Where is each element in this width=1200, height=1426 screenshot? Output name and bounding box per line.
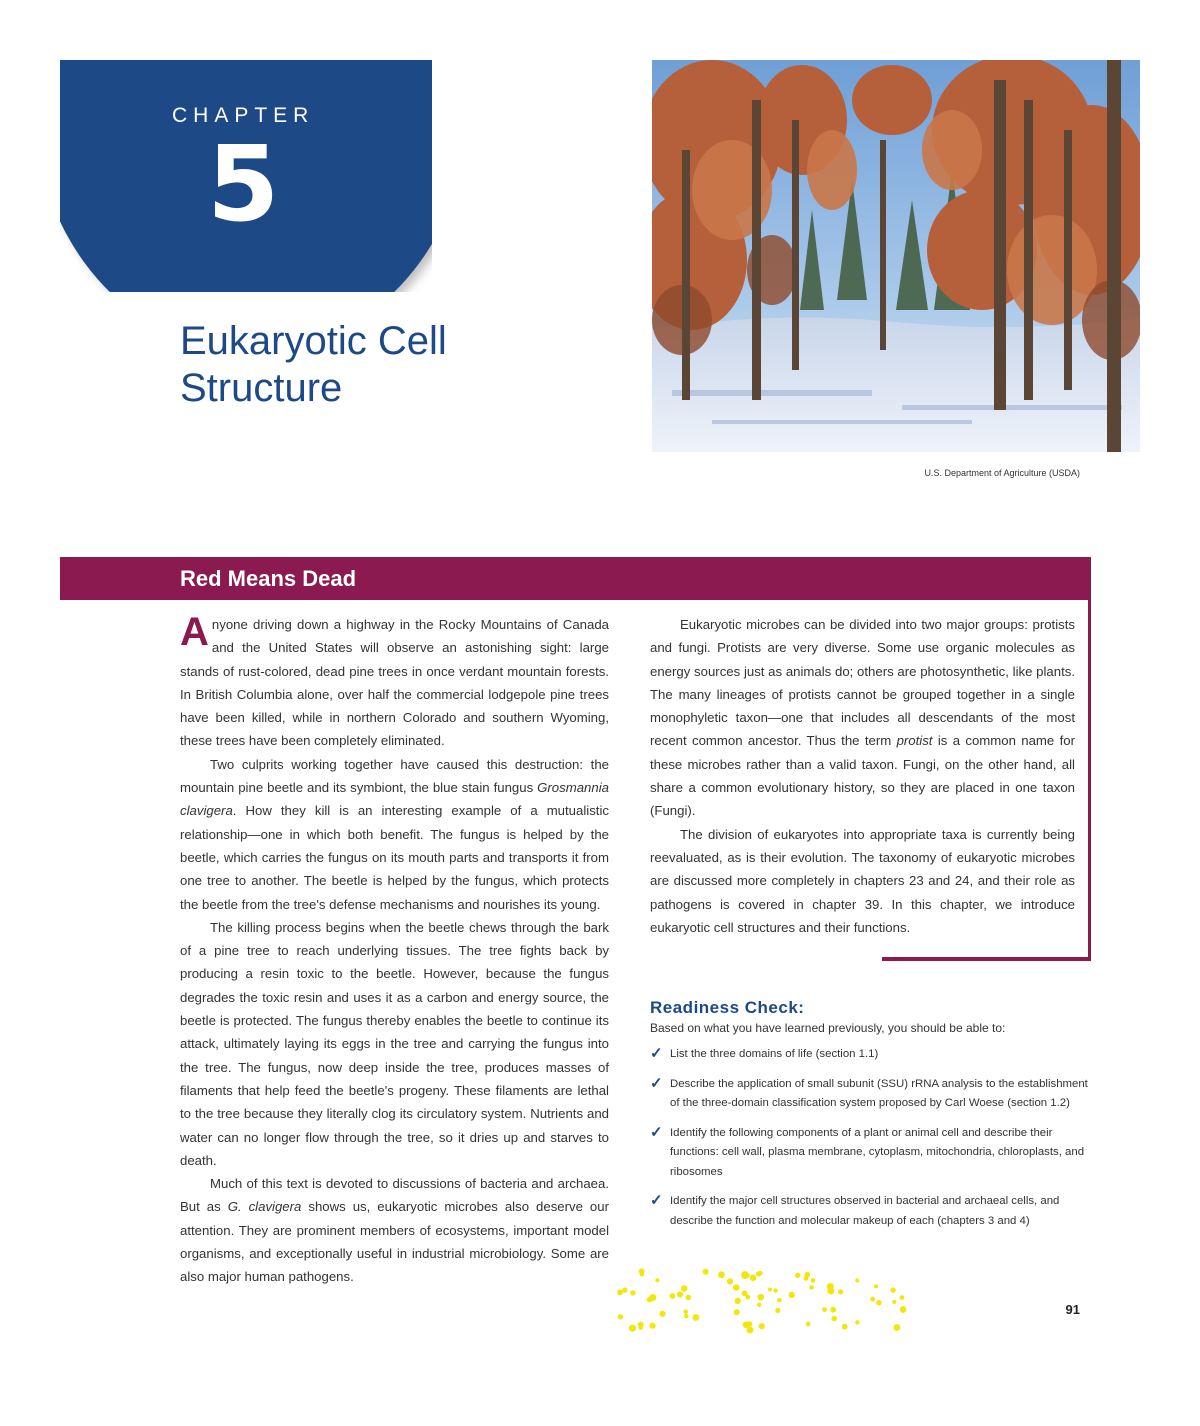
yellow-dot — [639, 1325, 644, 1330]
yellow-dot — [775, 1308, 780, 1313]
check-icon: ✓ — [650, 1192, 663, 1209]
check-icon: ✓ — [650, 1045, 663, 1062]
yellow-dot — [718, 1271, 725, 1278]
yellow-dot — [901, 1309, 905, 1313]
readiness-intro: Based on what you have learned previously, you should be able to: — [650, 1021, 1006, 1035]
term-italic: protist — [896, 733, 933, 749]
yellow-dot — [773, 1288, 777, 1292]
yellow-dot — [804, 1276, 809, 1281]
yellow-dot — [617, 1289, 623, 1295]
yellow-dot — [683, 1309, 688, 1314]
yellow-dot — [733, 1284, 740, 1291]
paragraph — [180, 916, 609, 1172]
paragraph — [180, 753, 609, 916]
readiness-item — [650, 1124, 1090, 1183]
paragraph-text: . How they kill is an interesting example of a mutualistic relationship—one in which both benefit. The fungus is helped by the beetle, which carries the fungus on its mouth parts and transports it from one tree to another. The beetle is helped by the fungus, which protects the beetle from the tree's defense mechanisms and nourishes its young. — [180, 803, 609, 912]
yellow-dot — [747, 1327, 754, 1334]
readiness-list — [650, 1045, 1090, 1231]
species-name: G. clavigera — [227, 1199, 302, 1215]
forest-photo — [652, 60, 1140, 452]
yellow-dot — [855, 1320, 859, 1324]
paragraph-text: Eukaryotic microbes can be divided into two major groups: protists and fungi. Protists are very diverse. Some use organic molecules as energy sources just as animals do; others are photosynthetic, like plants. The many lineages of protists cannot be grouped together in a single monophyletic taxon—one that includes all descendants of the most recent common ancestor. Thus the term — [650, 617, 1075, 749]
yellow-dot — [630, 1290, 635, 1295]
yellow-dot — [809, 1285, 814, 1290]
readiness-item-text: List the three domains of life (section 1.1) — [670, 1048, 879, 1060]
yellow-dot — [757, 1303, 761, 1307]
yellow-dot — [670, 1293, 676, 1299]
feature-header — [60, 557, 1091, 600]
chapter-label: CHAPTER — [172, 104, 315, 127]
chapter-number: 5 — [207, 123, 280, 245]
chapter-title — [180, 318, 447, 412]
yellow-dot — [659, 1311, 665, 1317]
readiness-item-text: Describe the application of small subunit (SSU) rRNA analysis to the establishment of the three-domain classification system proposed by Carl Woese (section 1.2) — [670, 1077, 1088, 1109]
species-name: Grosmannia clavigera — [180, 780, 609, 819]
paragraph — [650, 613, 1075, 823]
chapter-title-line1: Eukaryotic Cell — [180, 319, 447, 363]
readiness-item-text: Identify the major cell structures observed in bacterial and archaeal cells, and describe the function and molecular makeup of each (chapters 3 and 4) — [670, 1195, 1060, 1227]
yellow-dot — [618, 1314, 623, 1319]
paragraph — [650, 823, 1075, 939]
readiness-item — [650, 1192, 1090, 1231]
yellow-dot — [892, 1300, 896, 1304]
paragraph-text: is a common name for these microbes rather than a valid taxon. Fungi, on the other hand, all share a common evolutionary history, so they are placed in one taxon (Fungi). — [650, 733, 1075, 819]
yellow-dot — [686, 1295, 692, 1301]
yellow-dot — [838, 1289, 843, 1294]
yellow-dot — [650, 1323, 656, 1329]
paragraph-text: Much of this text is devoted to discussions of bacteria and archaea. But as — [180, 1176, 609, 1215]
paragraph-text: The killing process begins when the beetle chews through the bark of a pine tree to reach underlying tissues. The tree fights back by producing a resin toxic to the beetle. However, because the fungus degrades the toxic resin and uses it as a carbon and energy source, the beetle is protected. The fungus thereby enables the beetle to continue its attack, ultimately laying its eggs in the tree and carrying the fungus into the tree. The fungus, now deep inside the tree, produces masses of filaments that help feed the beetle's progeny. These filaments are lethal to the tree because they literally clog its circulatory system. Nutrients and water can no longer flow through the tree, so it dries up and starves to death. — [180, 919, 609, 1168]
chapter-title-line2: Structure — [180, 366, 343, 410]
yellow-dot — [622, 1288, 627, 1293]
yellow-dot — [703, 1269, 709, 1275]
yellow-dot — [890, 1287, 895, 1292]
yellow-dot — [640, 1272, 645, 1277]
yellow-dot — [735, 1298, 741, 1304]
yellow-dot — [806, 1322, 811, 1327]
paragraph — [180, 610, 609, 753]
paragraph-text: The division of eukaryotes into appropriate taxa is currently being reevaluated, as is their evolution. The taxonomy of eukaryotic microbes are discussed more completely in chapters 23 and 24, and their role as pathogens is covered in chapter 39. In this chapter, we introduce eukaryotic cell structures and their functions. — [650, 826, 1075, 935]
yellow-dot — [876, 1300, 881, 1305]
readiness-check — [650, 998, 1090, 1241]
paragraph-text: shows us, eukaryotic microbes also deserve our attention. They are prominent members of ecosystems, important model organisms, and exceptionally useful in industrial microbiology. Some are also major human pathogens. — [180, 1199, 609, 1285]
feature-title: Red Means Dead — [180, 566, 357, 591]
yellow-dot — [756, 1271, 761, 1276]
paragraph — [180, 1172, 609, 1288]
check-icon: ✓ — [650, 1123, 663, 1141]
yellow-dot — [830, 1307, 836, 1313]
yellow-dot — [655, 1278, 659, 1282]
yellow-dot — [842, 1324, 848, 1330]
feature-right-rule — [1088, 600, 1091, 960]
yellow-dot — [827, 1287, 834, 1294]
yellow-dot — [742, 1291, 748, 1297]
paragraph-text: nyone driving down a highway in the Rocky Mountains of Canada and the United States will observe an astonishing sight: large stands of rust-colored, dead pine trees in once verdant mountain forests. In British Columbia alone, over half the commercial lodgepole pine trees have been killed, while in northern Colorado and southern Wyoming, these trees have been completely eliminated. — [180, 617, 609, 749]
yellow-dot — [629, 1325, 636, 1332]
yellow-dot — [777, 1298, 782, 1303]
yellow-dot — [894, 1324, 901, 1331]
page-number: 91 — [1065, 1302, 1080, 1317]
readiness-item-text: Identify the following components of a plant or animal cell and describe their functions: cell wall, plasma membrane, cytoplasm, mitochondria, chloroplasts, and ribosomes — [670, 1126, 1085, 1178]
yellow-dot — [795, 1273, 800, 1278]
yellow-dot — [758, 1294, 765, 1301]
feature-left-column — [180, 610, 609, 1289]
yellow-dot — [693, 1314, 700, 1321]
yellow-dot — [870, 1297, 875, 1302]
yellow-dot — [822, 1307, 827, 1312]
yellow-dot — [768, 1288, 772, 1292]
yellow-dot — [759, 1323, 765, 1329]
check-icon: ✓ — [650, 1074, 663, 1092]
yellow-dot — [743, 1322, 749, 1328]
yellow-dot — [677, 1291, 683, 1297]
readiness-item — [650, 1075, 1090, 1114]
photo-credit: U.S. Department of Agriculture (USDA) — [924, 468, 1080, 478]
feature-right-column — [650, 613, 1075, 939]
yellow-dot — [684, 1314, 688, 1318]
yellow-dot — [741, 1271, 748, 1278]
yellow-dot — [734, 1309, 740, 1315]
yellow-dot — [750, 1275, 757, 1282]
yellow-dot — [727, 1278, 733, 1284]
drop-cap: A — [180, 610, 209, 654]
yellow-dot — [900, 1295, 905, 1300]
yellow-dot — [874, 1284, 878, 1288]
yellow-dot — [681, 1285, 688, 1292]
readiness-item — [650, 1045, 1090, 1065]
yellow-dot — [855, 1278, 859, 1282]
paragraph-text: Two culprits working together have caused this destruction: the mountain pine beetle and its symbiont, the blue stain fungus — [180, 756, 609, 796]
yellow-dot — [831, 1316, 837, 1322]
decorative-dots — [612, 1266, 912, 1341]
yellow-dot — [811, 1278, 816, 1283]
feature-bottom-rule — [882, 957, 1091, 961]
yellow-dot — [647, 1297, 652, 1302]
yellow-dot — [789, 1292, 795, 1298]
readiness-title: Readiness Check: — [650, 998, 805, 1017]
